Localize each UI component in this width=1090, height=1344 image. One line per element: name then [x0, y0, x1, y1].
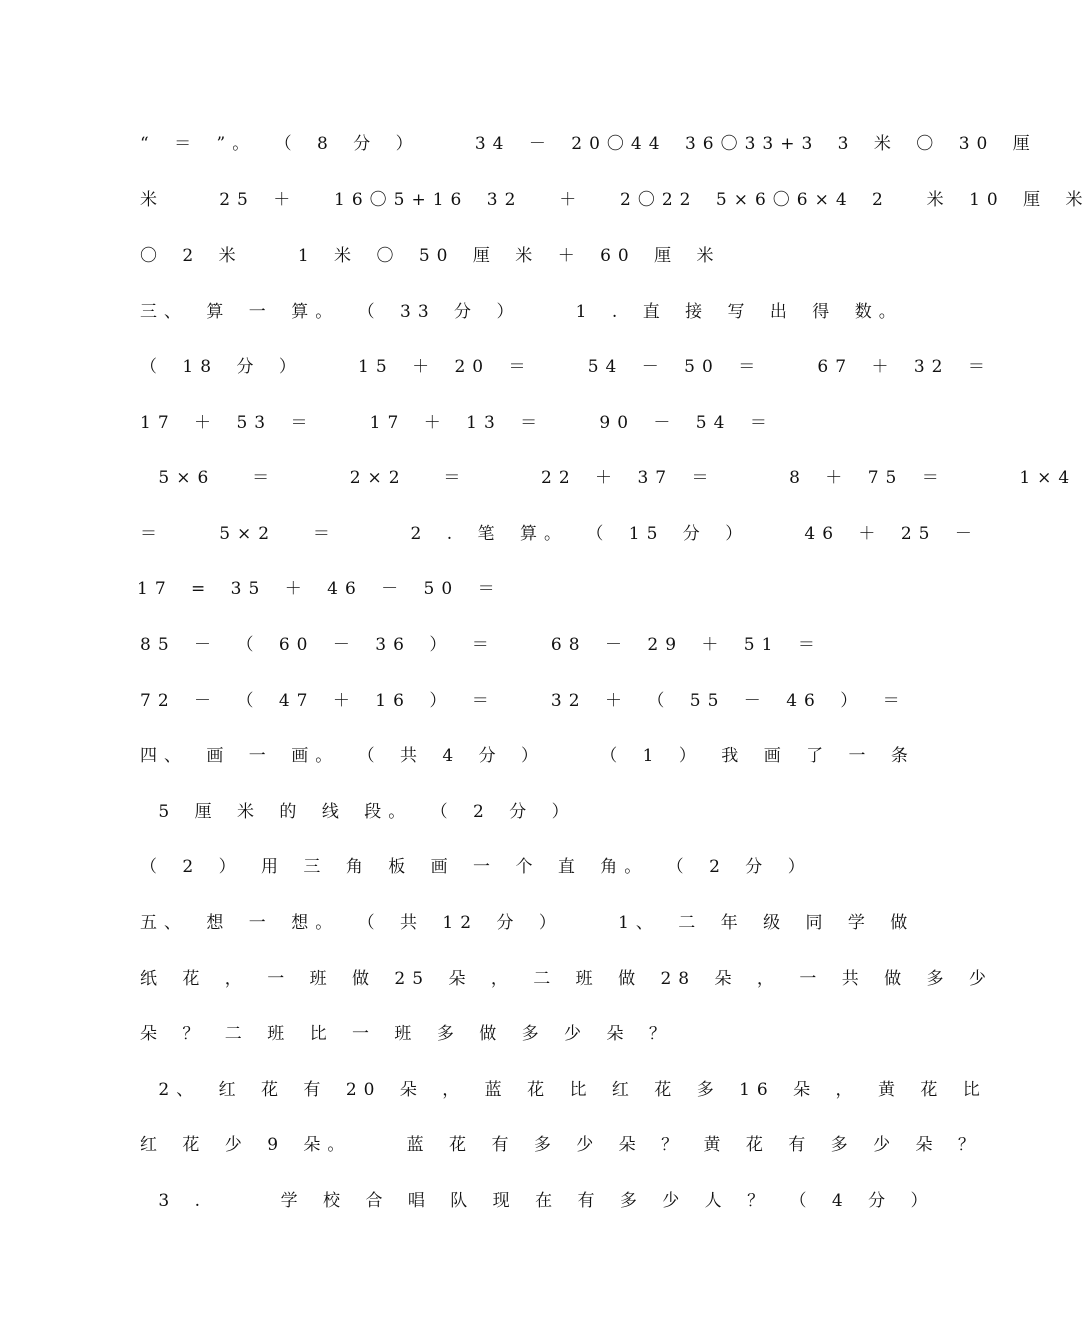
text-line: 米 25 ＋ 16〇5+16 32 ＋ 2〇22 5×6〇6×4 2 米 10 厘 米: [140, 190, 1090, 210]
text-line: 5×6 ＝ 2×2 ＝ 22 ＋ 37 ＝ 8 ＋ 75 ＝ 1×4: [140, 468, 1077, 488]
section-heading-4: 四、 画 一 画。 （ 共 4 分 ） （ 1 ） 我 画 了 一 条: [140, 746, 915, 766]
text-line: 72 － （ 47 ＋ 16 ） ＝ 32 ＋ （ 55 － 46 ） ＝: [140, 691, 907, 711]
text-line: （ 2 ） 用 三 角 板 画 一 个 直 角。 （ 2 分 ）: [140, 857, 812, 877]
text-line: 2、 红 花 有 20 朵 ， 蓝 花 比 红 花 多 16 朵 ， 黄 花 比: [140, 1080, 987, 1100]
text-line: 3 . 学 校 合 唱 队 现 在 有 多 少 人 ？ （ 4 分 ）: [140, 1191, 935, 1211]
text-line: 17 = 35 ＋ 46 － 50 ＝: [137, 579, 502, 599]
text-line: 红 花 少 9 朵。 蓝 花 有 多 少 朵 ？ 黄 花 有 多 少 朵 ？: [140, 1135, 982, 1155]
text-line: 朵 ？ 二 班 比 一 班 多 做 多 少 朵 ？: [140, 1024, 673, 1044]
text-line: ＝ 5×2 ＝ 2 . 笔 算。 （ 15 分 ） 46 ＋ 25 －: [140, 524, 979, 544]
text-line: 〇 2 米 1 米 〇 50 厘 米 ＋ 60 厘 米: [140, 246, 721, 266]
text-line: 5 厘 米 的 线 段。 （ 2 分 ）: [140, 802, 576, 822]
section-heading-3: 三、 算 一 算。 （ 33 分 ） 1 . 直 接 写 出 得 数。: [140, 302, 903, 322]
section-heading-5: 五、 想 一 想。 （ 共 12 分 ） 1、 二 年 级 同 学 做: [140, 913, 915, 933]
text-line: 纸 花 ， 一 班 做 25 朵 ， 二 班 做 28 朵 ， 一 共 做 多 少: [140, 969, 993, 989]
text-line: （ 18 分 ） 15 ＋ 20 ＝ 54 － 50 ＝ 67 ＋ 32 ＝: [140, 357, 992, 377]
text-line: “ ＝ ”。 （ 8 分 ） 34 － 20〇44 36〇33+3 3 米 〇 30 厘: [140, 134, 1037, 154]
text-line: 85 － （ 60 － 36 ） ＝ 68 － 29 ＋ 51 ＝: [140, 635, 822, 655]
text-line: 17 ＋ 53 ＝ 17 ＋ 13 ＝ 90 － 54 ＝: [140, 413, 774, 433]
